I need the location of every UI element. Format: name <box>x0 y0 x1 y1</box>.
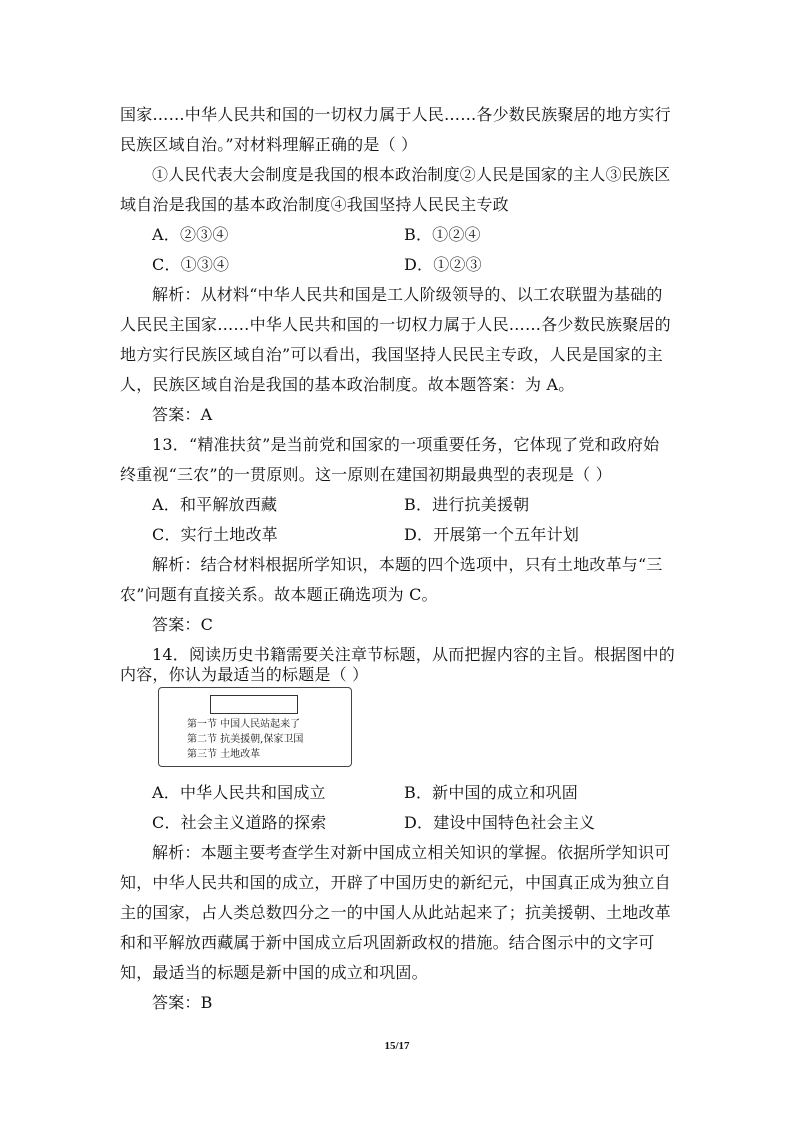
option-b: B．①②④ <box>404 225 481 244</box>
answer-line: 答案：A <box>152 405 213 424</box>
analysis-line: 主的国家，占人类总数四分之一的中国人从此站起来了；抗美援朝、土地改革 <box>120 903 671 922</box>
question-13: 13．“精准扶贫”是当前党和国家的一项重要任务，它体现了党和政府始 <box>152 435 660 454</box>
blank-title-box <box>210 695 298 714</box>
option-d: D．建设中国特色社会主义 <box>404 813 596 832</box>
option-d: D．①②③ <box>404 255 482 274</box>
analysis-line: 知，最适当的标题是新中国的成立和巩固。 <box>120 963 428 982</box>
answer-line: 答案：B <box>152 993 213 1012</box>
analysis-line: 地方实行民族区域自治”可以看出，我国坚持人民民主专政，人民是国家的主 <box>120 345 663 364</box>
question-14: 14．阅读历史书籍需要关注章节标题，从而把握内容的主旨。根据图中的 <box>152 645 675 664</box>
option-a: A．和平解放西藏 <box>152 495 278 514</box>
analysis-line: 解析：从材料“中华人民共和国是工人阶级领导的、以工农联盟为基础的 <box>152 285 663 304</box>
analysis-line: 解析：本题主要考查学生对新中国成立相关知识的掌握。依据所学知识可 <box>152 843 671 862</box>
analysis-line: 和和平解放西藏属于新中国成立后巩固新政权的措施。结合图示中的文字可 <box>120 933 655 952</box>
text-line: 民族区域自治。”对材料理解正确的是（ ） <box>120 135 418 154</box>
figure-section: 第三节 土地改革 <box>187 749 261 760</box>
analysis-line: 解析：结合材料根据所学知识，本题的四个选项中，只有土地改革与“三 <box>152 555 663 574</box>
option-c: C．实行土地改革 <box>152 525 278 544</box>
figure-section: 第二节 抗美援朝,保家卫国 <box>187 734 304 745</box>
analysis-line: 知，中华人民共和国的成立，开辟了中国历史的新纪元，中国真正成为独立自 <box>120 873 671 892</box>
text-line: 域自治是我国的基本政治制度④我国坚持人民民主专政 <box>120 195 509 214</box>
text-line: ①人民代表大会制度是我国的根本政治制度②人民是国家的主人③民族区 <box>152 165 671 184</box>
option-b: B．进行抗美援朝 <box>404 495 530 514</box>
answer-line: 答案：C <box>152 615 214 634</box>
option-a: A．中华人民共和国成立 <box>152 783 326 802</box>
analysis-line: 农”问题有直接关系。故本题正确选项为 C。 <box>120 585 438 604</box>
analysis-line: 人，民族区域自治是我国的基本政治制度。故本题答案：为 A。 <box>120 375 575 394</box>
text-line: 国家……中华人民共和国的一切权力属于人民……各少数民族聚居的地方实行 <box>120 105 671 124</box>
option-b: B．新中国的成立和巩固 <box>404 783 578 802</box>
chapter-figure <box>158 687 352 767</box>
figure-section: 第一节 中国人民站起来了 <box>187 719 301 730</box>
option-c: C．①③④ <box>152 255 230 274</box>
option-a: A．②③④ <box>152 225 229 244</box>
question-13-cont: 终重视“三农”的一贯原则。这一原则在建国初期最典型的表现是（ ） <box>120 465 612 484</box>
page-number: 15/17 <box>384 1040 410 1052</box>
option-d: D．开展第一个五年计划 <box>404 525 580 544</box>
option-c: C．社会主义道路的探索 <box>152 813 327 832</box>
question-14-cont: 内容，你认为最适当的标题是（ ） <box>120 665 369 684</box>
analysis-line: 人民民主国家……中华人民共和国的一切权力属于人民……各少数民族聚居的 <box>120 315 671 334</box>
